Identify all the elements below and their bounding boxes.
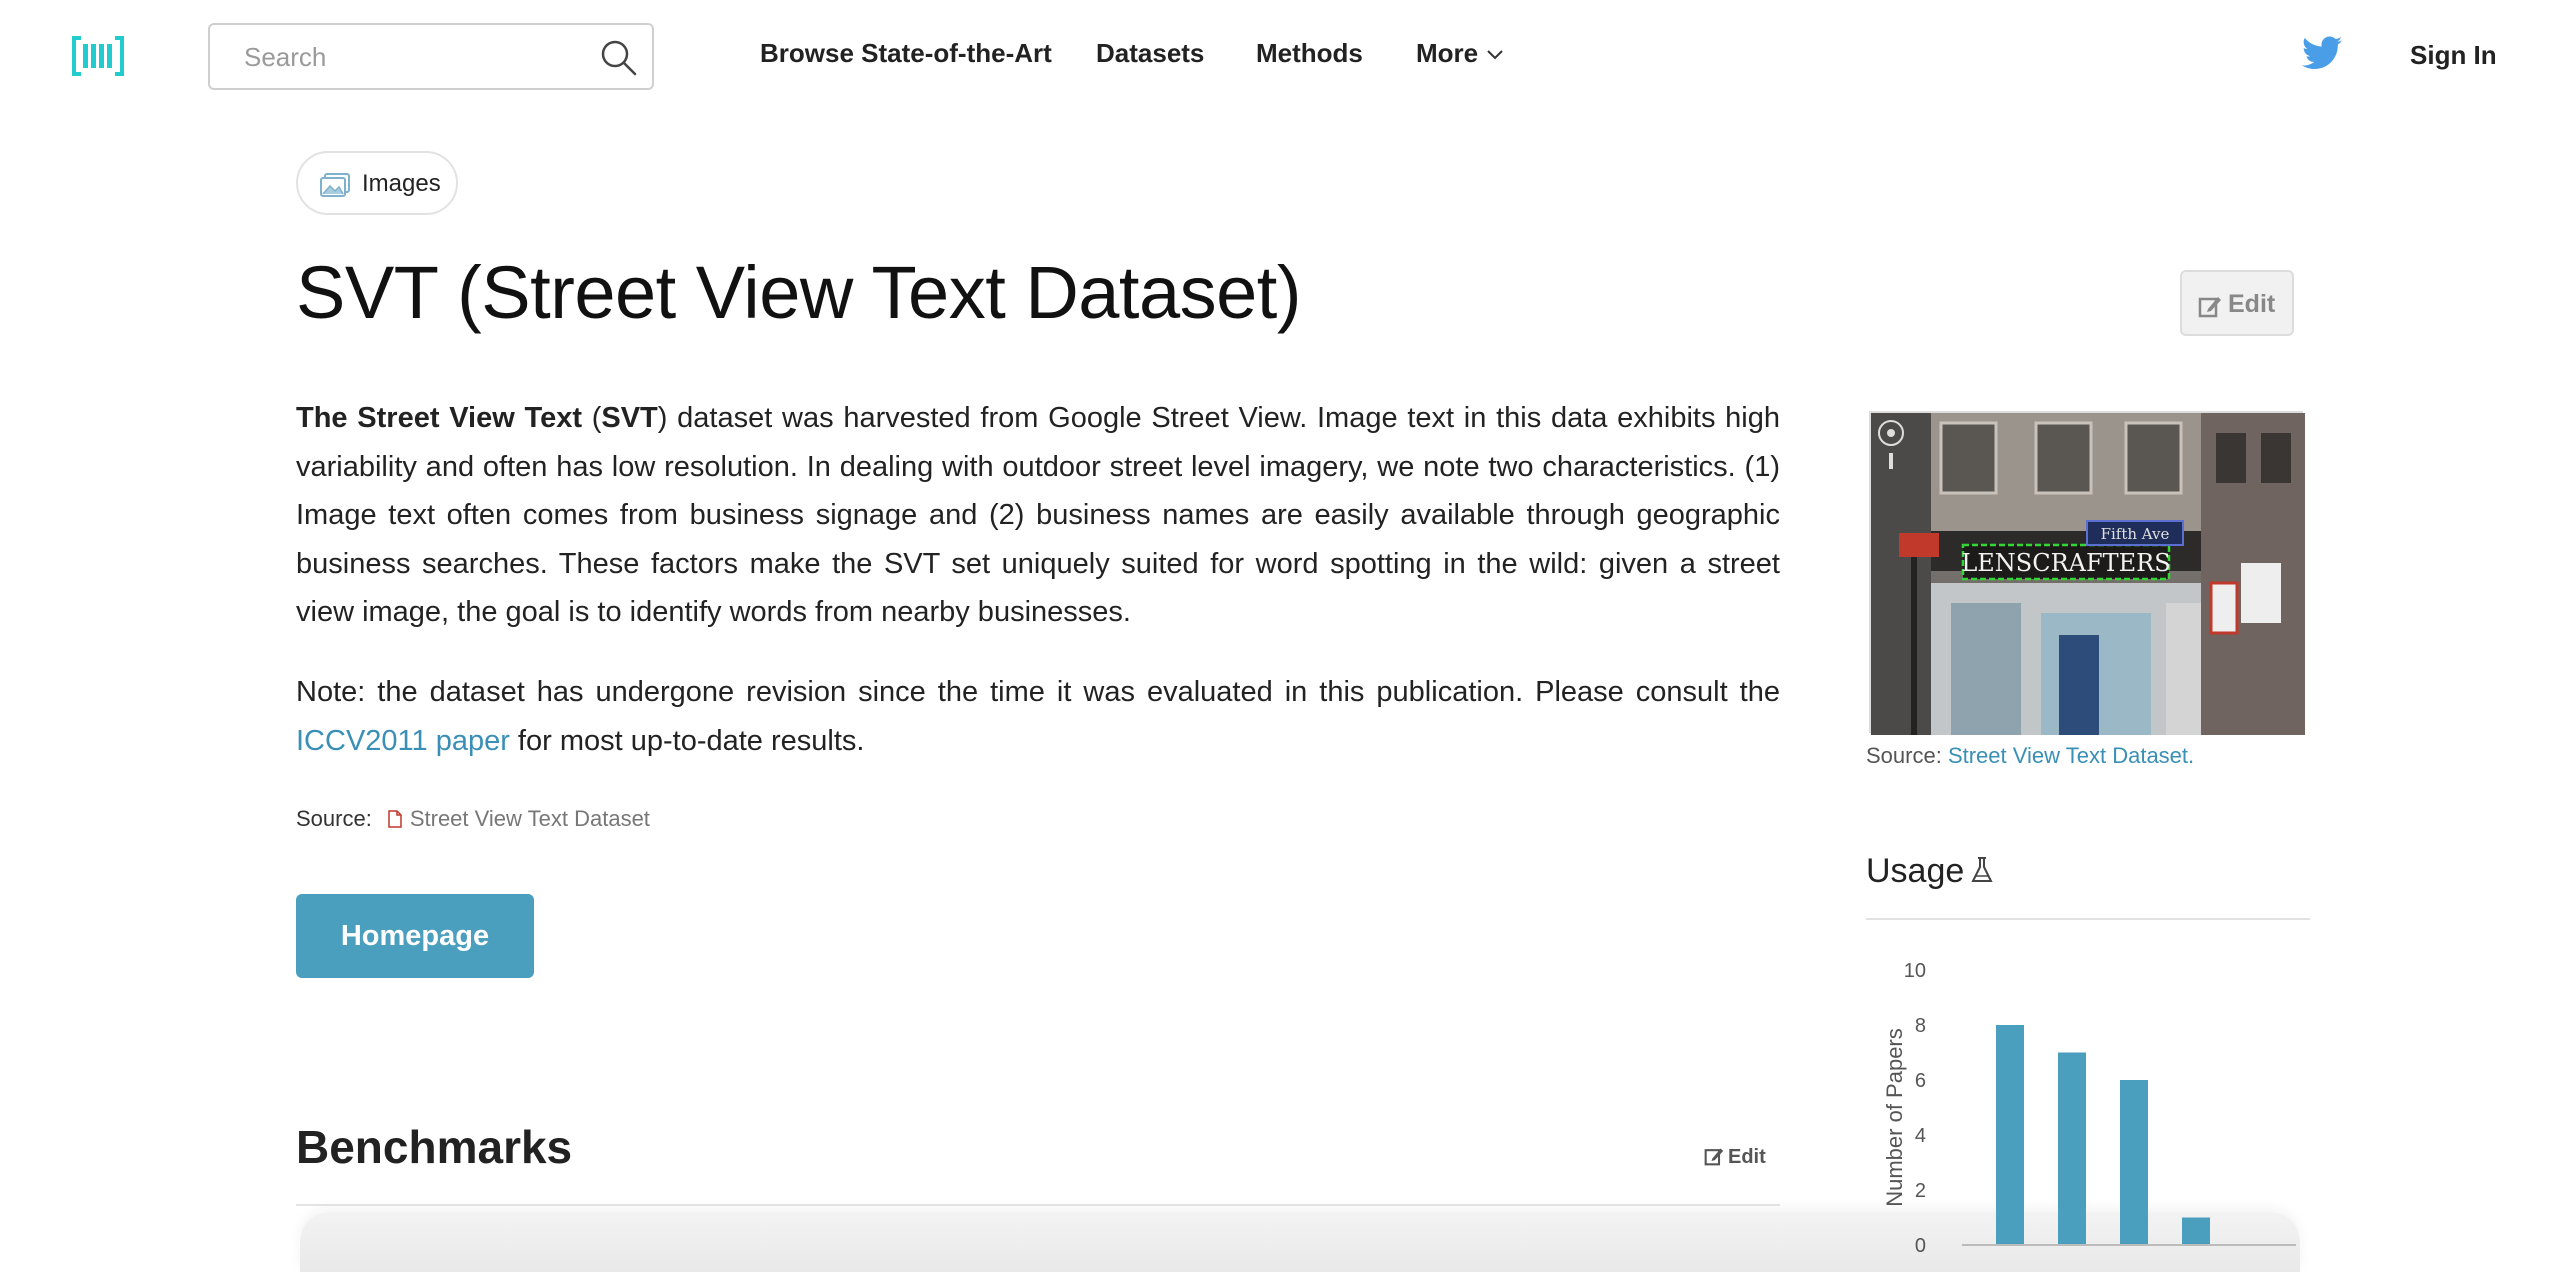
navbar bbox=[0, 0, 2560, 110]
description-bold-name: The Street View Text bbox=[296, 402, 582, 434]
y-tick-label: 6 bbox=[1914, 1070, 1926, 1092]
description-paren: ( bbox=[581, 402, 602, 434]
homepage-button[interactable]: Homepage bbox=[296, 894, 534, 978]
nav-methods[interactable]: Methods bbox=[1256, 38, 1363, 68]
papers-with-code-logo-icon[interactable] bbox=[72, 34, 124, 78]
search-box[interactable] bbox=[208, 23, 654, 90]
edit-button[interactable] bbox=[2180, 270, 2294, 336]
benchmarks-title: Benchmarks bbox=[296, 1121, 573, 1173]
twitter-icon[interactable] bbox=[2302, 36, 2342, 70]
y-tick-label: 4 bbox=[1914, 1125, 1926, 1147]
usage-title-label: Usage bbox=[1866, 852, 1965, 890]
usage-chart bbox=[1866, 940, 2310, 1257]
page-title: SVT (Street View Text Dataset) bbox=[296, 251, 1301, 334]
benchmarks-edit-link[interactable] bbox=[1704, 1146, 1766, 1169]
source-label: Source: bbox=[296, 806, 372, 831]
nav-more[interactable] bbox=[1416, 38, 1504, 69]
description-bold-abbrev: SVT bbox=[601, 402, 658, 434]
usage-bar bbox=[2058, 1053, 2086, 1246]
usage-divider bbox=[1866, 918, 2310, 920]
image-sign-text: LENSCRAFTERS bbox=[1961, 549, 2171, 577]
sign-in-link[interactable]: Sign In bbox=[2410, 40, 2497, 70]
edit-label: Edit bbox=[2228, 290, 2276, 318]
nav-datasets[interactable]: Datasets bbox=[1096, 38, 1205, 68]
note-suffix: for most up-to-date results. bbox=[509, 724, 865, 757]
file-icon bbox=[388, 810, 402, 828]
flask-icon bbox=[1970, 856, 1994, 884]
usage-bar bbox=[2182, 1218, 2210, 1246]
y-tick-label: 8 bbox=[1914, 1015, 1926, 1037]
usage-bar bbox=[1996, 1025, 2024, 1245]
chevron-down-icon bbox=[1486, 49, 1504, 61]
dataset-sample-image bbox=[1869, 411, 2303, 733]
usage-title bbox=[1866, 852, 1994, 891]
y-tick-label: 2 bbox=[1914, 1180, 1926, 1202]
y-tick-label: 0 bbox=[1914, 1235, 1926, 1257]
street-view-photo bbox=[1871, 413, 2305, 735]
dataset-note bbox=[296, 668, 1780, 765]
iccv2011-paper-link[interactable]: ICCV2011 paper bbox=[296, 724, 510, 757]
edit-icon bbox=[2198, 294, 2222, 318]
dataset-description bbox=[296, 394, 1780, 637]
edit-icon bbox=[1704, 1146, 1724, 1166]
image-caption bbox=[1866, 743, 2194, 769]
nav-more-label: More bbox=[1416, 38, 1479, 68]
image-sign-small: Fifth Ave bbox=[2100, 525, 2170, 543]
source-link[interactable]: Street View Text Dataset bbox=[409, 806, 650, 831]
image-source-link[interactable]: Street View Text Dataset. bbox=[1947, 743, 2195, 768]
nav-browse-sota[interactable]: Browse State-of-the-Art bbox=[760, 38, 1052, 68]
search-input[interactable] bbox=[244, 39, 594, 75]
search-icon[interactable] bbox=[600, 39, 638, 77]
description-text: ) dataset was harvested from Google Street View. Image text in this data exhibits high variability and often has low resolution. In dealing with outdoor street level imagery, we note two characteristics. (1) Image text often comes from business signage and (2) business names are easily available through geographic business searches. These factors make the SVT set uniquely suited for word spotting in the wild: given a street view image, the goal is to identify words from nearby businesses. bbox=[296, 402, 1781, 628]
benchmarks-edit-label: Edit bbox=[1728, 1146, 1766, 1168]
images-icon bbox=[320, 173, 350, 197]
modality-chip[interactable] bbox=[296, 151, 458, 215]
image-caption-prefix: Source: bbox=[1866, 743, 1948, 768]
y-tick-label: 10 bbox=[1903, 960, 1926, 982]
usage-bar bbox=[2120, 1080, 2148, 1245]
y-axis-label: Number of Papers bbox=[1882, 1028, 1907, 1207]
source-line bbox=[296, 806, 650, 832]
note-prefix: Note: the dataset has undergone revision since the time it was evaluated in this publication. Please consult the bbox=[296, 676, 1780, 708]
benchmarks-divider bbox=[296, 1204, 1780, 1206]
modality-label: Images bbox=[362, 170, 441, 197]
